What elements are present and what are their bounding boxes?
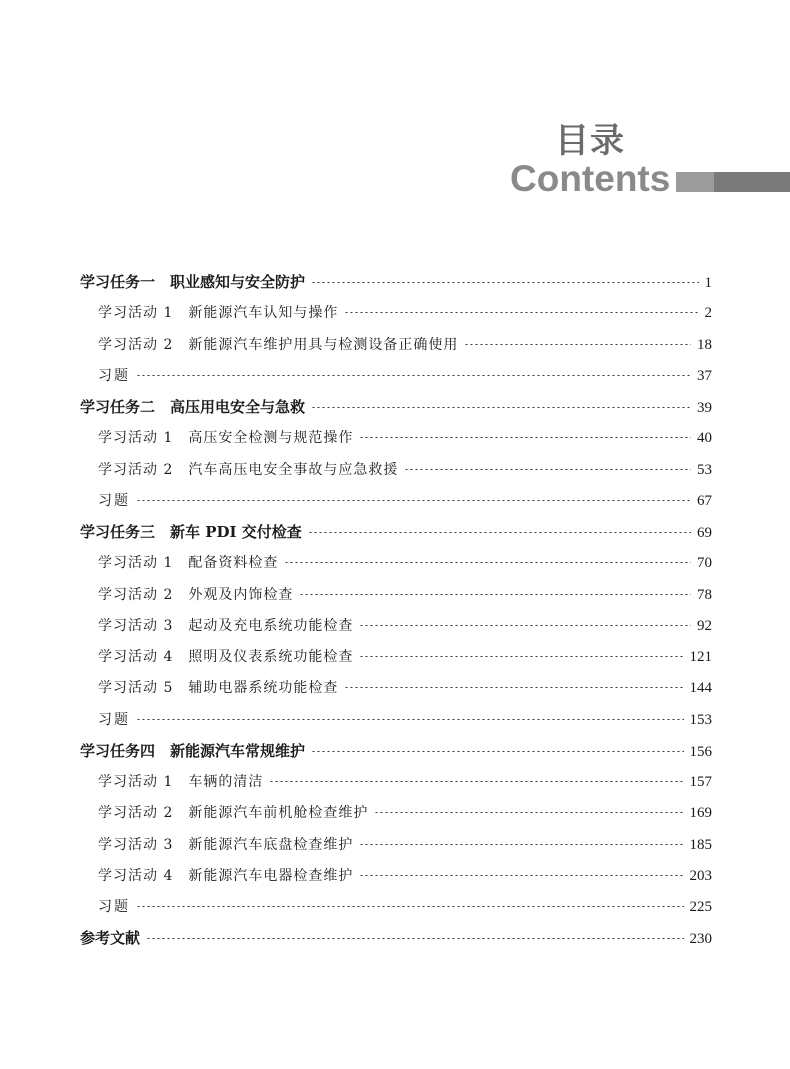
toc-entry-page-number: 39 — [697, 400, 712, 416]
toc-entry-sub[interactable] — [80, 861, 712, 892]
toc-entry-title: 习题 — [98, 711, 130, 728]
dot-leader — [136, 500, 691, 501]
dot-leader — [359, 437, 691, 438]
toc-entry-title: 学习任务三 新车 PDI 交付检查 — [80, 523, 302, 541]
toc-entry-sub[interactable] — [80, 798, 712, 829]
dot-leader — [344, 687, 683, 688]
toc-entry-title: 学习活动 2 汽车高压电安全事故与应急救援 — [98, 461, 399, 478]
toc-entry-sub[interactable] — [80, 611, 712, 642]
dot-leader — [374, 812, 683, 813]
toc-entry-title: 学习活动 3 起动及充电系统功能检查 — [98, 617, 354, 634]
toc-entry-title: 学习活动 2 新能源汽车维护用具与检测设备正确使用 — [98, 336, 459, 353]
toc-entry-title: 学习活动 1 车辆的清洁 — [98, 774, 264, 790]
toc-entry-page-number: 203 — [689, 867, 712, 884]
toc-entry-sub[interactable] — [80, 330, 712, 361]
toc-entry-page-number: 67 — [697, 492, 712, 509]
toc-heading-english: Contents — [510, 158, 671, 199]
dot-leader — [299, 594, 691, 595]
toc-entry-title: 习题 — [98, 492, 130, 509]
toc-entry-page-number: 40 — [697, 430, 712, 447]
toc-entry-ex[interactable] — [80, 486, 712, 517]
toc-entry-title: 学习活动 4 照明及仪表系统功能检查 — [98, 649, 354, 665]
dot-leader — [464, 344, 691, 345]
dot-leader — [359, 625, 691, 626]
dot-leader — [136, 906, 684, 907]
toc-entry-page-number: 70 — [697, 555, 712, 572]
dot-leader — [311, 751, 683, 752]
toc-entry-title: 学习活动 1 高压安全检测与规范操作 — [98, 430, 354, 447]
toc-entry-page-number: 2 — [704, 305, 712, 322]
toc-entry-title: 学习活动 4 新能源汽车电器检查维护 — [98, 867, 354, 884]
dot-leader — [311, 407, 691, 408]
decorative-bar-dark — [714, 172, 790, 192]
toc-entry-page-number: 18 — [697, 336, 712, 353]
toc-entry-sub[interactable] — [80, 673, 712, 704]
dot-leader — [404, 469, 691, 470]
toc-entry-page-number: 225 — [689, 899, 712, 915]
toc-entry-sub[interactable] — [80, 830, 712, 861]
dot-leader — [359, 875, 683, 876]
toc-entry-page-number: 69 — [697, 525, 712, 541]
toc-entry-ex[interactable] — [80, 892, 712, 923]
toc-entry-task[interactable] — [80, 392, 712, 423]
table-of-contents — [80, 267, 712, 955]
toc-entry-sub[interactable] — [80, 767, 712, 798]
dot-leader — [308, 532, 691, 533]
dot-leader — [146, 938, 683, 939]
toc-entry-sub[interactable] — [80, 423, 712, 454]
toc-entry-page-number: 78 — [697, 586, 712, 603]
toc-entry-page-number: 144 — [689, 680, 712, 697]
toc-entry-title: 学习任务一 职业感知与安全防护 — [80, 273, 306, 291]
toc-entry-page-number: 169 — [689, 805, 712, 822]
toc-entry-sub[interactable] — [80, 642, 712, 673]
dot-leader — [136, 375, 691, 376]
toc-entry-ref[interactable] — [80, 923, 712, 954]
toc-entry-page-number: 121 — [689, 649, 712, 665]
decorative-bar-light — [676, 172, 714, 192]
toc-entry-task[interactable] — [80, 517, 712, 548]
dot-leader — [359, 844, 683, 845]
toc-entry-title: 学习活动 2 新能源汽车前机舱检查维护 — [98, 805, 369, 822]
toc-entry-page-number: 53 — [697, 461, 712, 478]
toc-entry-page-number: 1 — [704, 275, 712, 291]
toc-entry-title: 学习活动 3 新能源汽车底盘检查维护 — [98, 836, 354, 853]
toc-entry-title: 学习活动 1 配备资料检查 — [98, 555, 279, 572]
toc-entry-sub[interactable] — [80, 455, 712, 486]
toc-entry-title: 学习活动 2 外观及内饰检查 — [98, 586, 294, 603]
dot-leader — [136, 719, 684, 720]
toc-entry-title: 学习任务二 高压用电安全与急救 — [80, 398, 306, 416]
toc-entry-page-number: 230 — [689, 931, 712, 948]
toc-entry-task[interactable] — [80, 267, 712, 298]
dot-leader — [311, 282, 698, 283]
toc-entry-sub[interactable] — [80, 298, 712, 329]
toc-entry-sub[interactable] — [80, 580, 712, 611]
toc-entry-page-number: 37 — [697, 367, 712, 384]
toc-entry-ex[interactable] — [80, 361, 712, 392]
toc-entry-title: 习题 — [98, 899, 130, 915]
toc-entry-ex[interactable] — [80, 705, 712, 736]
dot-leader — [344, 312, 698, 313]
toc-entry-page-number: 157 — [689, 774, 712, 790]
dot-leader — [269, 781, 683, 782]
toc-entry-title: 学习活动 5 辅助电器系统功能检查 — [98, 680, 339, 697]
toc-entry-page-number: 156 — [689, 743, 712, 760]
toc-entry-sub[interactable] — [80, 548, 712, 579]
toc-entry-title: 学习活动 1 新能源汽车认知与操作 — [98, 305, 339, 322]
toc-entry-task[interactable] — [80, 736, 712, 767]
toc-entry-title: 参考文献 — [80, 929, 141, 948]
dot-leader — [284, 562, 691, 563]
toc-entry-title: 学习任务四 新能源汽车常规维护 — [80, 741, 306, 760]
toc-entry-page-number: 92 — [697, 617, 712, 634]
toc-entry-title: 习题 — [98, 367, 130, 384]
toc-heading-chinese: 目录 — [555, 121, 625, 161]
toc-entry-page-number: 153 — [689, 711, 712, 728]
toc-entry-page-number: 185 — [689, 836, 712, 853]
dot-leader — [359, 656, 683, 657]
